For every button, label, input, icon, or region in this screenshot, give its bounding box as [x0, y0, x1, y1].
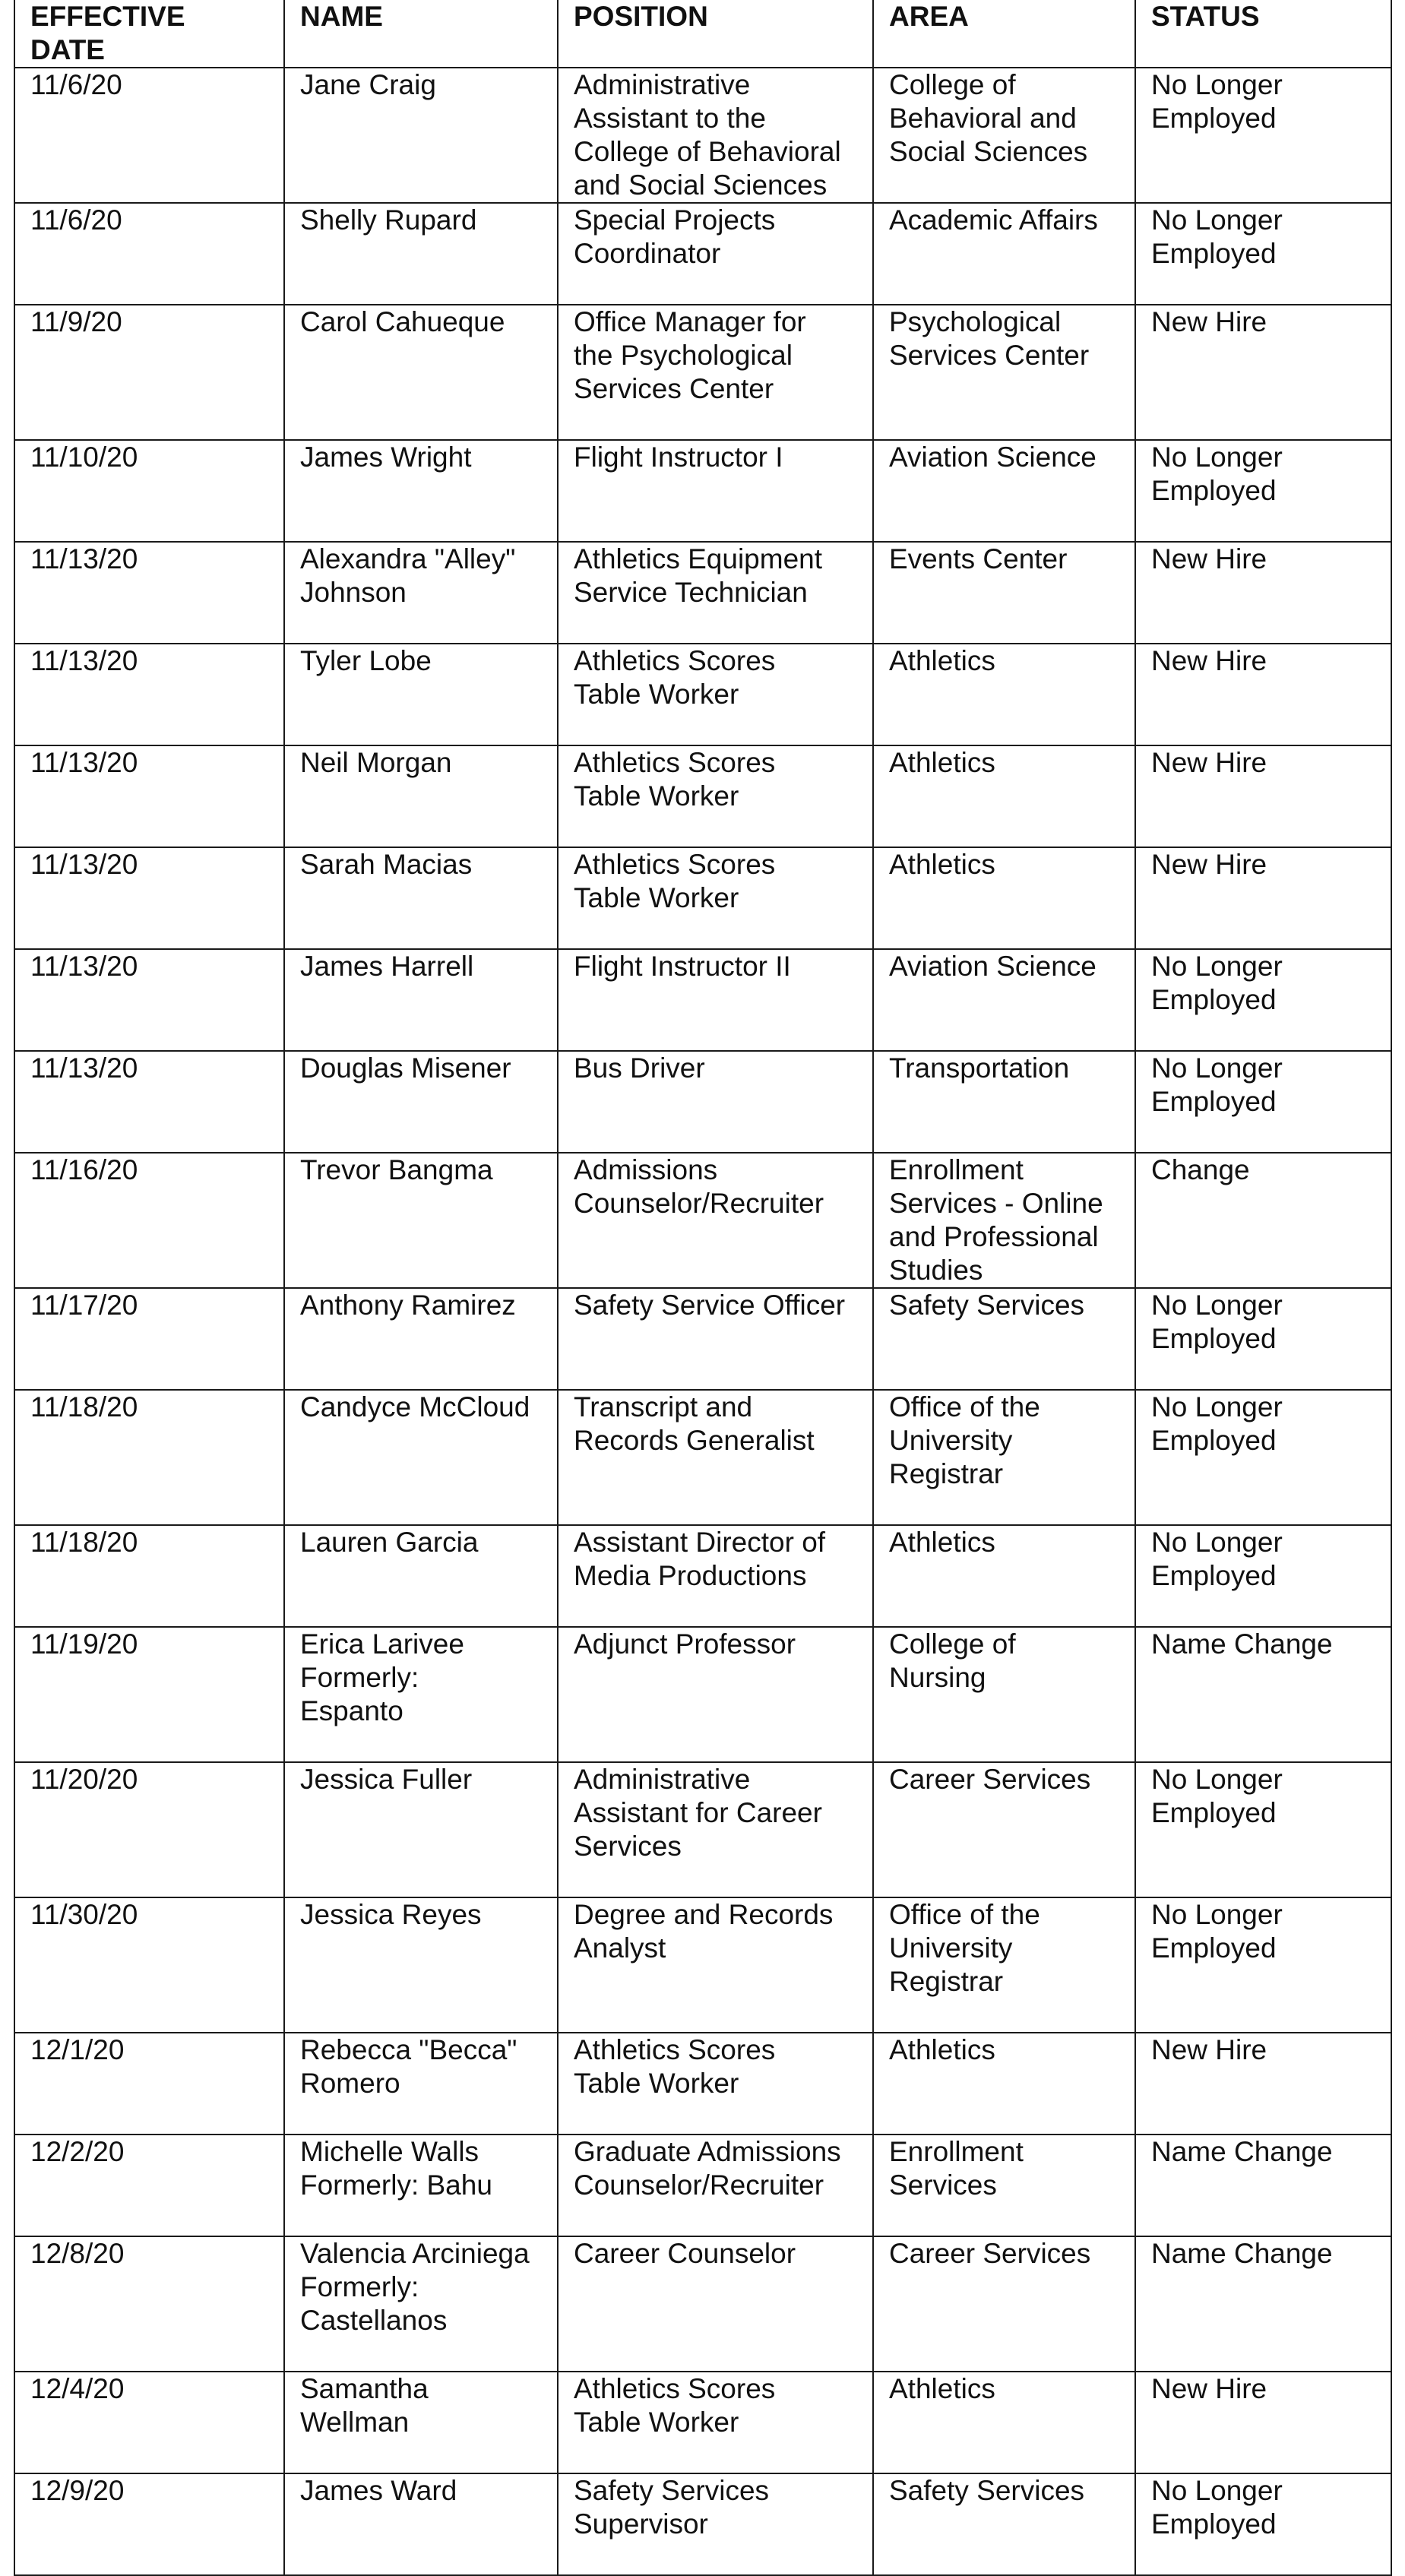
cell-name: Carol Cahueque	[284, 305, 558, 440]
cell-status: Name Change	[1135, 2135, 1391, 2236]
cell-area: Transportation	[873, 1051, 1135, 1153]
cell-effective-date: 11/13/20	[14, 949, 284, 1051]
cell-status: No Longer Employed	[1135, 949, 1391, 1051]
table-row	[14, 2033, 1391, 2135]
cell-position: Adjunct Professor	[558, 1627, 873, 1762]
cell-status: No Longer Employed	[1135, 440, 1391, 542]
cell-status: No Longer Employed	[1135, 68, 1391, 203]
cell-area: Athletics	[873, 2033, 1135, 2135]
cell-effective-date: 11/13/20	[14, 745, 284, 847]
cell-name: Sarah Macias	[284, 847, 558, 949]
cell-position: Bus Driver	[558, 1051, 873, 1153]
cell-status: No Longer Employed	[1135, 2473, 1391, 2575]
table-header-row	[14, 0, 1391, 68]
cell-area: Enrollment Services - Online and Professional Studies	[873, 1153, 1135, 1288]
table-row	[14, 644, 1391, 745]
cell-area: Athletics	[873, 2372, 1135, 2473]
cell-area: Safety Services	[873, 1288, 1135, 1390]
table-row	[14, 1627, 1391, 1762]
cell-status: New Hire	[1135, 305, 1391, 440]
table-row	[14, 2236, 1391, 2372]
cell-name: Candyce McCloud	[284, 1390, 558, 1525]
cell-area: College of Behavioral and Social Sciences	[873, 68, 1135, 203]
header-effective-date: EFFECTIVE DATE	[14, 0, 284, 68]
cell-position: Athletics Equipment Service Technician	[558, 542, 873, 644]
cell-position: Athletics Scores Table Worker	[558, 2033, 873, 2135]
cell-area: Events Center	[873, 542, 1135, 644]
table-row	[14, 305, 1391, 440]
cell-position: Administrative Assistant for Career Services	[558, 1762, 873, 1897]
document-page	[14, 0, 1391, 2576]
cell-name: Jessica Reyes	[284, 1897, 558, 2033]
table-row	[14, 68, 1391, 203]
table-row	[14, 2473, 1391, 2575]
cell-effective-date: 11/9/20	[14, 305, 284, 440]
cell-position: Safety Service Officer	[558, 1288, 873, 1390]
cell-area: Athletics	[873, 644, 1135, 745]
cell-status: New Hire	[1135, 745, 1391, 847]
cell-area: Safety Services	[873, 2473, 1135, 2575]
cell-status: No Longer Employed	[1135, 1897, 1391, 2033]
cell-area: Aviation Science	[873, 440, 1135, 542]
table-row	[14, 1897, 1391, 2033]
cell-effective-date: 11/20/20	[14, 1762, 284, 1897]
cell-name: Anthony Ramirez	[284, 1288, 558, 1390]
cell-name: Shelly Rupard	[284, 203, 558, 305]
cell-status: No Longer Employed	[1135, 1390, 1391, 1525]
cell-effective-date: 11/18/20	[14, 1390, 284, 1525]
cell-effective-date: 11/18/20	[14, 1525, 284, 1627]
cell-status: Change	[1135, 1153, 1391, 1288]
cell-status: New Hire	[1135, 847, 1391, 949]
cell-name: Erica Larivee Formerly: Espanto	[284, 1627, 558, 1762]
cell-effective-date: 11/6/20	[14, 68, 284, 203]
cell-effective-date: 11/13/20	[14, 644, 284, 745]
cell-effective-date: 12/4/20	[14, 2372, 284, 2473]
cell-effective-date: 11/17/20	[14, 1288, 284, 1390]
table-row	[14, 440, 1391, 542]
cell-status: New Hire	[1135, 2033, 1391, 2135]
table-row	[14, 1525, 1391, 1627]
cell-position: Special Projects Coordinator	[558, 203, 873, 305]
cell-name: James Wright	[284, 440, 558, 542]
cell-area: Career Services	[873, 1762, 1135, 1897]
cell-name: Tyler Lobe	[284, 644, 558, 745]
cell-position: Flight Instructor I	[558, 440, 873, 542]
cell-effective-date: 12/2/20	[14, 2135, 284, 2236]
table-row	[14, 949, 1391, 1051]
cell-effective-date: 11/13/20	[14, 1051, 284, 1153]
cell-area: College of Nursing	[873, 1627, 1135, 1762]
table-body	[14, 68, 1391, 2575]
cell-name: Alexandra "Alley" Johnson	[284, 542, 558, 644]
cell-status: No Longer Employed	[1135, 1288, 1391, 1390]
cell-name: James Ward	[284, 2473, 558, 2575]
cell-status: New Hire	[1135, 542, 1391, 644]
cell-area: Athletics	[873, 745, 1135, 847]
cell-status: No Longer Employed	[1135, 203, 1391, 305]
cell-effective-date: 11/13/20	[14, 542, 284, 644]
cell-effective-date: 11/6/20	[14, 203, 284, 305]
cell-name: James Harrell	[284, 949, 558, 1051]
cell-status: New Hire	[1135, 2372, 1391, 2473]
table-row	[14, 847, 1391, 949]
cell-status: Name Change	[1135, 2236, 1391, 2372]
cell-name: Valencia Arciniega Formerly: Castellanos	[284, 2236, 558, 2372]
cell-position: Transcript and Records Generalist	[558, 1390, 873, 1525]
cell-position: Safety Services Supervisor	[558, 2473, 873, 2575]
cell-area: Office of the University Registrar	[873, 1390, 1135, 1525]
cell-position: Degree and Records Analyst	[558, 1897, 873, 2033]
cell-name: Samantha Wellman	[284, 2372, 558, 2473]
header-area: AREA	[873, 0, 1135, 68]
cell-status: No Longer Employed	[1135, 1762, 1391, 1897]
table-row	[14, 1153, 1391, 1288]
table-row	[14, 745, 1391, 847]
cell-area: Office of the University Registrar	[873, 1897, 1135, 2033]
cell-effective-date: 11/19/20	[14, 1627, 284, 1762]
table-row	[14, 1762, 1391, 1897]
table-row	[14, 2135, 1391, 2236]
cell-effective-date: 11/10/20	[14, 440, 284, 542]
cell-area: Athletics	[873, 847, 1135, 949]
cell-position: Administrative Assistant to the College of Behavioral and Social Sciences	[558, 68, 873, 203]
cell-effective-date: 12/8/20	[14, 2236, 284, 2372]
cell-position: Athletics Scores Table Worker	[558, 745, 873, 847]
header-name: NAME	[284, 0, 558, 68]
cell-status: No Longer Employed	[1135, 1051, 1391, 1153]
cell-effective-date: 11/30/20	[14, 1897, 284, 2033]
cell-name: Jessica Fuller	[284, 1762, 558, 1897]
cell-position: Graduate Admissions Counselor/Recruiter	[558, 2135, 873, 2236]
table-row	[14, 1390, 1391, 1525]
cell-area: Academic Affairs	[873, 203, 1135, 305]
cell-position: Admissions Counselor/Recruiter	[558, 1153, 873, 1288]
cell-area: Athletics	[873, 1525, 1135, 1627]
cell-name: Douglas Misener	[284, 1051, 558, 1153]
cell-name: Neil Morgan	[284, 745, 558, 847]
table-row	[14, 542, 1391, 644]
cell-effective-date: 12/1/20	[14, 2033, 284, 2135]
table-row	[14, 1051, 1391, 1153]
cell-position: Office Manager for the Psychological Services Center	[558, 305, 873, 440]
table-row	[14, 203, 1391, 305]
cell-area: Enrollment Services	[873, 2135, 1135, 2236]
cell-position: Career Counselor	[558, 2236, 873, 2372]
cell-effective-date: 11/13/20	[14, 847, 284, 949]
cell-name: Trevor Bangma	[284, 1153, 558, 1288]
header-status: STATUS	[1135, 0, 1391, 68]
table-row	[14, 2372, 1391, 2473]
cell-position: Assistant Director of Media Productions	[558, 1525, 873, 1627]
cell-name: Michelle Walls Formerly: Bahu	[284, 2135, 558, 2236]
cell-status: New Hire	[1135, 644, 1391, 745]
header-position: POSITION	[558, 0, 873, 68]
cell-status: Name Change	[1135, 1627, 1391, 1762]
cell-name: Lauren Garcia	[284, 1525, 558, 1627]
cell-name: Rebecca "Becca" Romero	[284, 2033, 558, 2135]
cell-area: Career Services	[873, 2236, 1135, 2372]
cell-area: Aviation Science	[873, 949, 1135, 1051]
cell-effective-date: 12/9/20	[14, 2473, 284, 2575]
cell-position: Athletics Scores Table Worker	[558, 644, 873, 745]
cell-area: Psychological Services Center	[873, 305, 1135, 440]
cell-position: Flight Instructor II	[558, 949, 873, 1051]
cell-effective-date: 11/16/20	[14, 1153, 284, 1288]
cell-status: No Longer Employed	[1135, 1525, 1391, 1627]
cell-name: Jane Craig	[284, 68, 558, 203]
cell-position: Athletics Scores Table Worker	[558, 2372, 873, 2473]
personnel-changes-table	[14, 0, 1392, 2576]
cell-position: Athletics Scores Table Worker	[558, 847, 873, 949]
table-row	[14, 1288, 1391, 1390]
